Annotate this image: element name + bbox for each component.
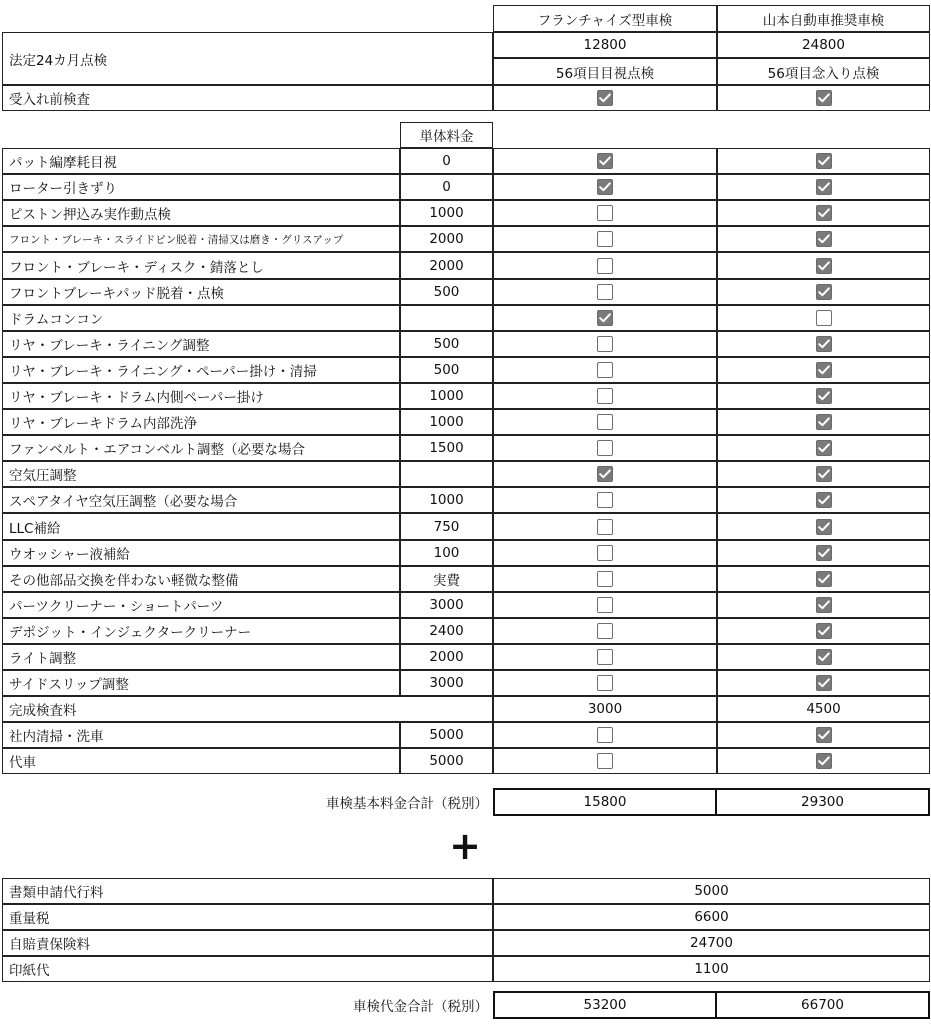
item-yamamoto-checkbox[interactable] — [816, 519, 832, 535]
fee-value: 24700 — [493, 930, 930, 956]
item-franchise-checkbox[interactable] — [597, 179, 613, 195]
grand-total-yamamoto: 66700 — [715, 991, 930, 1019]
item-yamamoto-checkbox-cell — [717, 644, 930, 670]
item-unit-price: 3000 — [400, 670, 493, 696]
completion-inspection-label: 完成検査料 — [2, 696, 493, 722]
item-franchise-checkbox-cell — [493, 487, 717, 513]
item-franchise-checkbox[interactable] — [597, 205, 613, 221]
item-unit-price: 100 — [400, 540, 493, 566]
item-label: ライト調整 — [2, 644, 400, 670]
item-franchise-checkbox-cell — [493, 566, 717, 592]
extra-item-franchise-checkbox-cell — [493, 748, 717, 774]
item-franchise-checkbox[interactable] — [597, 258, 613, 274]
item-franchise-checkbox-cell — [493, 409, 717, 435]
unit-price-header: 単体料金 — [400, 122, 493, 148]
item-yamamoto-checkbox-cell — [717, 618, 930, 644]
item-franchise-checkbox-cell — [493, 540, 717, 566]
fee-label: 印紙代 — [2, 956, 493, 982]
item-label: ピストン押込み実作動点検 — [2, 200, 400, 226]
pre-inspection-yamamoto-checkbox-cell — [717, 85, 930, 111]
pre-inspection-franchise-checkbox[interactable] — [597, 90, 613, 106]
item-label: ドラムコンコン — [2, 305, 400, 331]
legal-yamamoto-price: 24800 — [717, 32, 930, 58]
item-franchise-checkbox-cell — [493, 357, 717, 383]
item-yamamoto-checkbox[interactable] — [816, 388, 832, 404]
item-franchise-checkbox-cell — [493, 200, 717, 226]
legal-franchise-desc: 56項目目視点検 — [493, 58, 717, 85]
item-yamamoto-checkbox[interactable] — [816, 649, 832, 665]
item-franchise-checkbox[interactable] — [597, 231, 613, 247]
item-yamamoto-checkbox[interactable] — [816, 466, 832, 482]
item-franchise-checkbox-cell — [493, 644, 717, 670]
item-label: ウオッシャー液補給 — [2, 540, 400, 566]
extra-item-franchise-checkbox[interactable] — [597, 753, 613, 769]
basic-total-label: 車検基本料金合計（税別） — [326, 796, 488, 812]
item-yamamoto-checkbox[interactable] — [816, 675, 832, 691]
item-unit-price: 1000 — [400, 487, 493, 513]
legal-franchise-price: 12800 — [493, 32, 717, 58]
fee-label: 自賠責保険料 — [2, 930, 493, 956]
item-franchise-checkbox-cell — [493, 435, 717, 461]
item-label: フロント・ブレーキ・ディスク・錆落とし — [2, 252, 400, 279]
item-yamamoto-checkbox[interactable] — [816, 284, 832, 300]
item-unit-price: 1000 — [400, 409, 493, 435]
item-unit-price — [400, 461, 493, 487]
extra-item-franchise-checkbox[interactable] — [597, 727, 613, 743]
item-unit-price: 0 — [400, 174, 493, 200]
item-unit-price: 実費 — [400, 566, 493, 592]
pre-inspection-yamamoto-checkbox[interactable] — [816, 90, 832, 106]
extra-item-yamamoto-checkbox-cell — [717, 748, 930, 774]
item-yamamoto-checkbox-cell — [717, 331, 930, 357]
item-yamamoto-checkbox[interactable] — [816, 153, 832, 169]
item-yamamoto-checkbox-cell — [717, 383, 930, 409]
item-yamamoto-checkbox-cell — [717, 279, 930, 305]
item-franchise-checkbox[interactable] — [597, 336, 613, 352]
extra-item-unit-price: 5000 — [400, 748, 493, 774]
item-label: リヤ・ブレーキ・ライニング・ペーパー掛け・清掃 — [2, 357, 400, 383]
item-yamamoto-checkbox[interactable] — [816, 414, 832, 430]
item-franchise-checkbox-cell — [493, 226, 717, 252]
item-franchise-checkbox[interactable] — [597, 519, 613, 535]
item-yamamoto-checkbox-cell — [717, 487, 930, 513]
plus-sign: + — [449, 824, 481, 868]
completion-yamamoto-fee: 4500 — [717, 696, 930, 722]
item-yamamoto-checkbox-cell — [717, 357, 930, 383]
item-label: その他部品交換を伴わない軽微な整備 — [2, 566, 400, 592]
item-franchise-checkbox[interactable] — [597, 466, 613, 482]
item-yamamoto-checkbox-cell — [717, 566, 930, 592]
extra-item-yamamoto-checkbox[interactable] — [816, 727, 832, 743]
header-franchise: フランチャイズ型車検 — [493, 5, 717, 32]
item-yamamoto-checkbox-cell — [717, 148, 930, 174]
item-yamamoto-checkbox-cell — [717, 670, 930, 696]
item-label: ファンベルト・エアコンベルト調整（必要な場合 — [2, 435, 400, 461]
item-yamamoto-checkbox[interactable] — [816, 231, 832, 247]
item-label: パーツクリーナー・ショートパーツ — [2, 592, 400, 618]
item-franchise-checkbox-cell — [493, 383, 717, 409]
item-franchise-checkbox[interactable] — [597, 153, 613, 169]
item-franchise-checkbox-cell — [493, 670, 717, 696]
item-franchise-checkbox-cell — [493, 305, 717, 331]
item-yamamoto-checkbox[interactable] — [816, 571, 832, 587]
item-unit-price: 2000 — [400, 226, 493, 252]
item-franchise-checkbox-cell — [493, 148, 717, 174]
item-franchise-checkbox-cell — [493, 252, 717, 279]
item-franchise-checkbox[interactable] — [597, 492, 613, 508]
item-unit-price: 2000 — [400, 644, 493, 670]
item-unit-price: 2400 — [400, 618, 493, 644]
item-unit-price — [400, 305, 493, 331]
item-label: サイドスリップ調整 — [2, 670, 400, 696]
item-franchise-checkbox-cell — [493, 279, 717, 305]
item-yamamoto-checkbox-cell — [717, 592, 930, 618]
item-franchise-checkbox[interactable] — [597, 362, 613, 378]
item-label: フロントブレーキパッド脱着・点検 — [2, 279, 400, 305]
basic-total-yamamoto: 29300 — [715, 788, 930, 816]
item-franchise-checkbox-cell — [493, 461, 717, 487]
item-unit-price: 2000 — [400, 252, 493, 279]
item-franchise-checkbox-cell — [493, 592, 717, 618]
item-yamamoto-checkbox[interactable] — [816, 205, 832, 221]
item-franchise-checkbox[interactable] — [597, 414, 613, 430]
item-label: スペアタイヤ空気圧調整（必要な場合 — [2, 487, 400, 513]
item-yamamoto-checkbox-cell — [717, 409, 930, 435]
item-yamamoto-checkbox[interactable] — [816, 179, 832, 195]
item-franchise-checkbox[interactable] — [597, 623, 613, 639]
item-yamamoto-checkbox[interactable] — [816, 258, 832, 274]
extra-item-label: 社内清掃・洗車 — [2, 722, 400, 748]
item-unit-price: 500 — [400, 331, 493, 357]
item-franchise-checkbox[interactable] — [597, 284, 613, 300]
grand-total-franchise: 53200 — [493, 991, 717, 1019]
item-label: 空気圧調整 — [2, 461, 400, 487]
item-yamamoto-checkbox[interactable] — [816, 597, 832, 613]
item-label: デポジット・インジェクタークリーナー — [2, 618, 400, 644]
item-yamamoto-checkbox-cell — [717, 252, 930, 279]
item-label: ローター引きずり — [2, 174, 400, 200]
item-yamamoto-checkbox-cell — [717, 200, 930, 226]
item-franchise-checkbox-cell — [493, 174, 717, 200]
pre-inspection-label: 受入れ前検査 — [2, 85, 493, 111]
item-yamamoto-checkbox-cell — [717, 226, 930, 252]
item-label: LLC補給 — [2, 513, 400, 540]
item-franchise-checkbox-cell — [493, 331, 717, 357]
item-franchise-checkbox[interactable] — [597, 440, 613, 456]
extra-item-label: 代車 — [2, 748, 400, 774]
item-unit-price: 1500 — [400, 435, 493, 461]
item-unit-price: 500 — [400, 357, 493, 383]
legal-inspection-label: 法定24カ月点検 — [2, 32, 493, 85]
extra-item-yamamoto-checkbox-cell — [717, 722, 930, 748]
legal-yamamoto-desc: 56項目念入り点検 — [717, 58, 930, 85]
item-label: リヤ・ブレーキ・ライニング調整 — [2, 331, 400, 357]
item-yamamoto-checkbox[interactable] — [816, 362, 832, 378]
completion-franchise-fee: 3000 — [493, 696, 717, 722]
item-label: フロント・ブレーキ・スライドピン脱着・清掃又は磨き・グリスアップ — [2, 226, 400, 252]
item-yamamoto-checkbox-cell — [717, 305, 930, 331]
header-yamamoto: 山本自動車推奨車検 — [717, 5, 930, 32]
fee-value: 5000 — [493, 878, 930, 904]
extra-item-unit-price: 5000 — [400, 722, 493, 748]
item-unit-price: 0 — [400, 148, 493, 174]
item-franchise-checkbox[interactable] — [597, 597, 613, 613]
item-label: リヤ・ブレーキドラム内部洗浄 — [2, 409, 400, 435]
item-yamamoto-checkbox[interactable] — [816, 623, 832, 639]
item-yamamoto-checkbox[interactable] — [816, 440, 832, 456]
item-franchise-checkbox[interactable] — [597, 571, 613, 587]
item-label: リヤ・ブレーキ・ドラム内側ペーパー掛け — [2, 383, 400, 409]
item-unit-price: 3000 — [400, 592, 493, 618]
item-unit-price: 1000 — [400, 200, 493, 226]
item-franchise-checkbox[interactable] — [597, 388, 613, 404]
item-franchise-checkbox-cell — [493, 513, 717, 540]
item-franchise-checkbox-cell — [493, 618, 717, 644]
item-label: パット編摩耗目視 — [2, 148, 400, 174]
item-yamamoto-checkbox[interactable] — [816, 310, 832, 326]
item-yamamoto-checkbox[interactable] — [816, 545, 832, 561]
item-yamamoto-checkbox[interactable] — [816, 492, 832, 508]
item-yamamoto-checkbox-cell — [717, 540, 930, 566]
item-yamamoto-checkbox-cell — [717, 461, 930, 487]
item-franchise-checkbox[interactable] — [597, 649, 613, 665]
fee-value: 6600 — [493, 904, 930, 930]
item-yamamoto-checkbox-cell — [717, 174, 930, 200]
item-yamamoto-checkbox-cell — [717, 435, 930, 461]
item-franchise-checkbox[interactable] — [597, 675, 613, 691]
item-yamamoto-checkbox-cell — [717, 513, 930, 540]
basic-total-franchise: 15800 — [493, 788, 717, 816]
fee-value: 1100 — [493, 956, 930, 982]
item-unit-price: 750 — [400, 513, 493, 540]
item-unit-price: 1000 — [400, 383, 493, 409]
item-yamamoto-checkbox[interactable] — [816, 336, 832, 352]
pre-inspection-franchise-checkbox-cell — [493, 85, 717, 111]
extra-item-franchise-checkbox-cell — [493, 722, 717, 748]
grand-total-label: 車検代金合計（税別） — [353, 999, 488, 1015]
item-franchise-checkbox[interactable] — [597, 545, 613, 561]
fee-label: 重量税 — [2, 904, 493, 930]
item-unit-price: 500 — [400, 279, 493, 305]
item-franchise-checkbox[interactable] — [597, 310, 613, 326]
fee-label: 書類申請代行料 — [2, 878, 493, 904]
extra-item-yamamoto-checkbox[interactable] — [816, 753, 832, 769]
